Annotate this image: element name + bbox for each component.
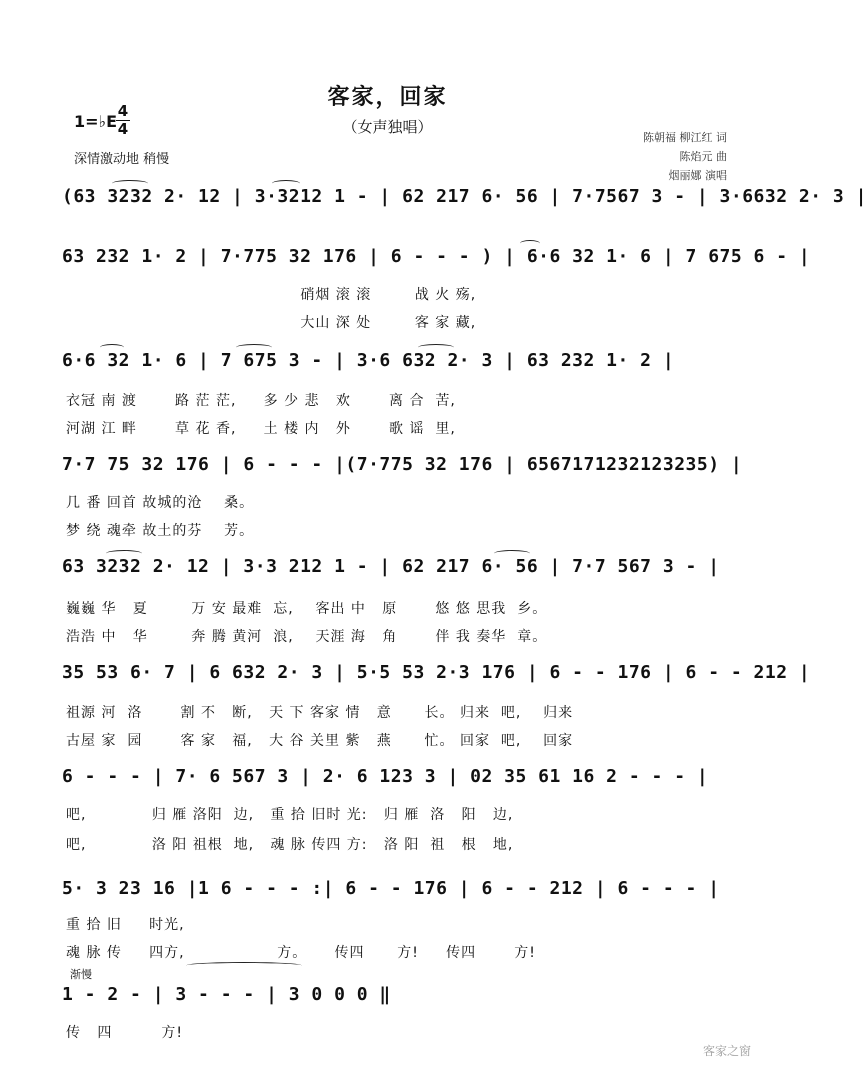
lyric-line-9a: 传 四 方! [66,1025,184,1041]
ritardando-mark: 渐慢 [70,968,92,981]
slur [520,240,540,247]
lyric-line-3b: 河湖 江 畔 草 花 香, 土 楼 内 外 歌 谣 里, [66,421,456,437]
slur [112,180,148,187]
slur [272,180,300,187]
lyric-line-5a: 巍巍 华 夏 万 安 最难 忘, 客出 中 原 悠 悠 思我 乡。 [66,601,548,617]
lyric-line-8a: 重 拾 旧 时光, [66,917,185,933]
key-signature: 1=♭E [74,112,118,131]
lyric-line-7a: 吧, 归 雁 洛阳 边, 重 拾 旧时 光: 归 雁 洛 阳 边, [66,807,514,823]
notation-line-2: 63 232 1· 2 | 7·775 32 176 | 6 - - - ) | 6·6 32 1· 6 | 7 675 6 - | [62,246,811,267]
slur [106,550,142,557]
slur [186,962,302,969]
lyric-line-4b: 梦 绕 魂牵 故土的芬 芳。 [66,523,255,539]
credits [643,128,727,185]
lyric-line-2b: 大山 深 处 客 家 藏, [66,315,477,331]
tempo-marking: 深情激动地 稍慢 [74,152,170,167]
lyric-line-2a: 硝烟 滚 滚 战 火 殇, [66,287,477,303]
lyric-line-4a: 几 番 回首 故城的沧 桑。 [66,495,255,511]
lyric-line-7b: 吧, 洛 阳 祖根 地, 魂 脉 传四 方: 洛 阳 祖 根 地, [66,837,514,853]
notation-line-6: 35 53 6· 7 | 6 632 2· 3 | 5·5 53 2·3 176 | 6 - - 176 | 6 - - 212 | [62,662,811,683]
watermark: 客家之窗 [702,1044,751,1058]
notation-line-7: 6 - - - | 7· 6 567 3 | 2· 6 123 3 | 02 35 61 16 2 - - - | [62,766,709,787]
slur [236,344,272,351]
credit-lyricist: 陈朝福 柳江红 词 [643,131,727,144]
song-title: 客家，回家 [327,85,448,110]
notation-line-5: 63 3232 2· 12 | 3·3 212 1 - | 62 217 6· 56 | 7·7 567 3 - | [62,556,720,577]
lyric-line-6a: 祖源 河 洛 割 不 断, 天 下 客家 情 意 长。 归来 吧, 归来 [66,705,574,721]
credit-singer: 烟丽娜 演唱 [668,169,727,182]
slur [494,550,530,557]
notation-line-9: 1 - 2 - | 3 - - - | 3 0 0 0 ‖ [62,984,391,1005]
notation-line-1: (63 3232 2· 12 | 3·3212 1 - | 62 217 6· 56 | 7·7567 3 - | 3·6632 2· 3 | [62,186,867,207]
time-signature-bottom: 4 [117,120,129,138]
song-subtitle: （女声独唱） [342,118,433,136]
time-signature [116,104,130,137]
notation-line-8: 5· 3 23 16 |1 6 - - - :| 6 - - 176 | 6 - - 212 | 6 - - - | [62,878,720,899]
lyric-line-8b: 魂 脉 传 四方, 方。 传四 方! 传四 方! [66,945,536,961]
slur [418,344,454,351]
slur [100,344,124,351]
credit-composer: 陈焰元 曲 [679,150,727,163]
time-signature-top: 4 [117,102,129,120]
lyric-line-3a: 衣冠 南 渡 路 茫 茫, 多 少 悲 欢 离 合 苦, [66,393,456,409]
notation-line-3: 6·6 32 1· 6 | 7 675 3 - | 3·6 632 2· 3 | 63 232 1· 2 | [62,350,675,371]
notation-line-4: 7·7 75 32 176 | 6 - - - |(7·775 32 176 | 6567171232123235) | [62,454,743,475]
lyric-line-6b: 古屋 家 园 客 家 福, 大 谷 关里 紫 燕 忙。 回家 吧, 回家 [66,733,574,749]
lyric-line-5b: 浩浩 中 华 奔 腾 黄河 浪, 天涯 海 角 伴 我 奏华 章。 [66,629,548,645]
